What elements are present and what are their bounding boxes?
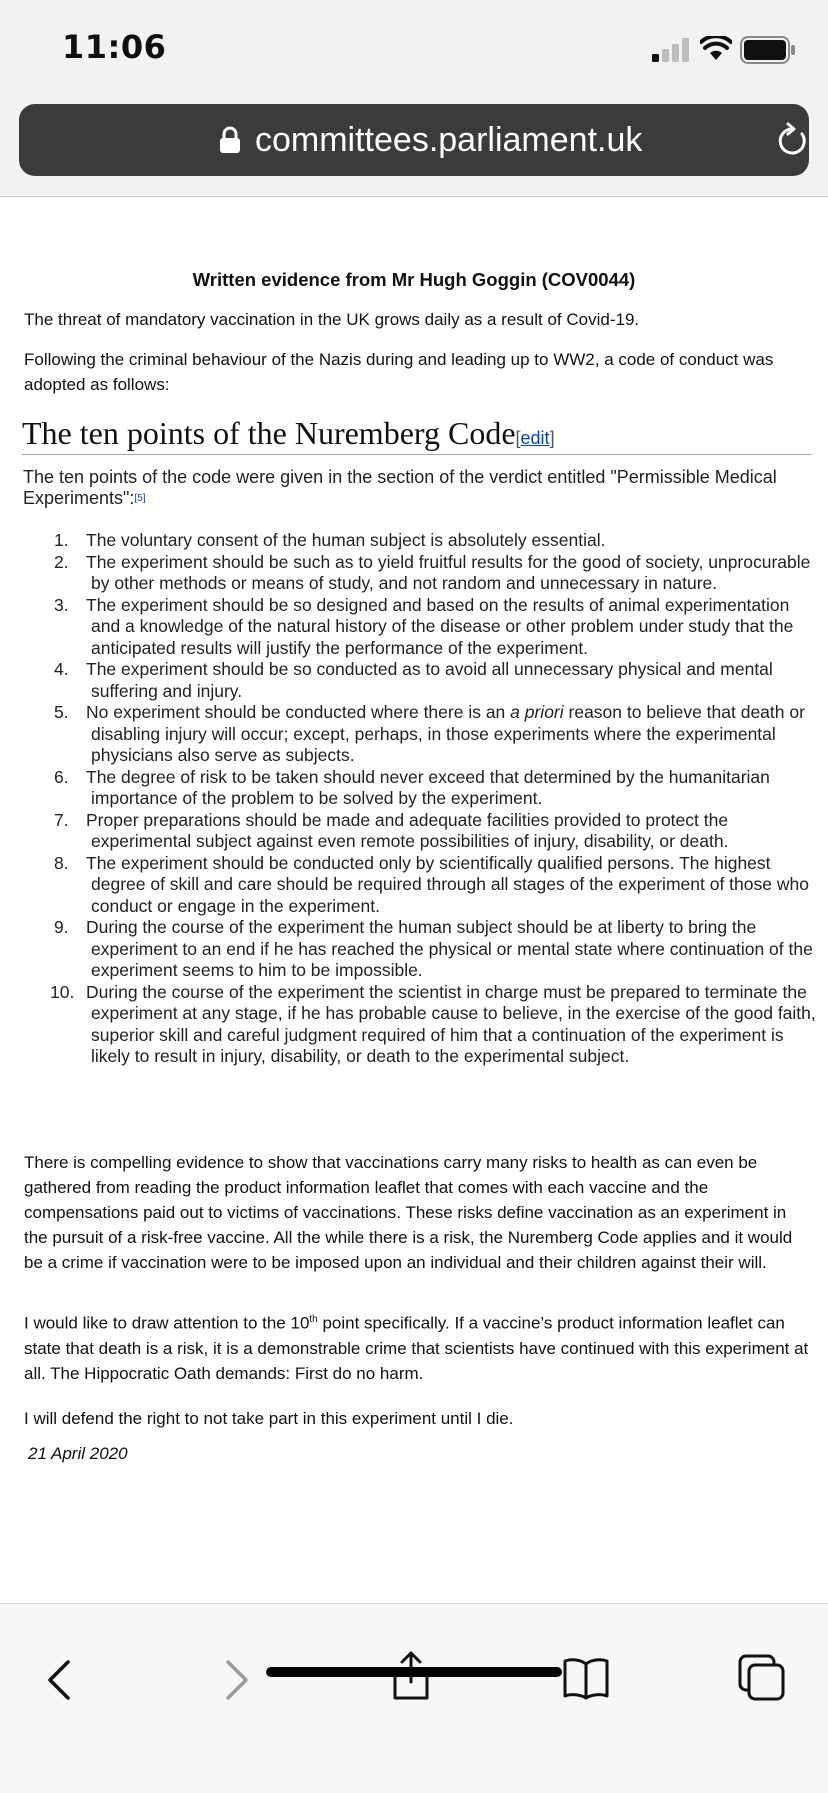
list-item-text: The experiment should be conducted only by scientifically qualified persons. The highest degree of skill and care should be required through all stages of the experiment of those who conduct or engage in the experiment. <box>86 852 809 916</box>
cellular-signal-icon <box>652 38 692 62</box>
list-item-text-part-b: reason to believe that death or disabling injury will occur; except, perhaps, in those experiments where the experimental physicians also serve as subjects. <box>91 702 805 765</box>
list-item-number: 7. <box>54 809 69 830</box>
address-bar[interactable] <box>19 104 809 176</box>
list-item <box>56 853 816 918</box>
list-item-number: 9. <box>54 917 69 937</box>
list-item-text-part-a: No experiment should be conducted where there is an <box>86 702 511 722</box>
list-item-number: 5. <box>54 702 69 722</box>
home-indicator[interactable] <box>266 1667 562 1677</box>
list-item-text: The experiment should be such as to yield fruitful results for the good of society, unprocurable by other methods or means of study, and not random and unnecessary in nature. <box>86 551 811 593</box>
status-time: 11:06 <box>62 28 167 66</box>
list-item-text: Proper preparations should be made and adequate facilities provided to protect the experimental subject against even remote possibilities of injury, disability, or death. <box>86 809 729 851</box>
wiki-intro <box>23 467 813 509</box>
list-item <box>56 659 816 702</box>
reload-icon[interactable] <box>775 122 809 158</box>
wiki-heading-text: The ten points of the Nuremberg Code <box>22 415 516 451</box>
edit-link[interactable]: edit <box>520 428 550 448</box>
chevron-right-icon[interactable] <box>222 1658 252 1702</box>
wifi-icon <box>700 36 732 62</box>
p4-text-b: point specifically. If a vaccine’s product information leaflet can state that death is a risk, it is a demonstrable crime that scientists have continued with this experiment at all. The Hippocratic Oath demands: First do no harm. <box>24 1313 809 1383</box>
list-item-text: The experiment should be so conducted as to avoid all unnecessary physical and mental suffering and injury. <box>86 659 773 701</box>
list-item <box>50 981 816 1068</box>
list-item-text: During the course of the experiment the human subject should be at liberty to bring the experiment to an end if he has reached the physical or mental state where continuation of the experiment seems to him to be impossible. <box>86 917 813 980</box>
list-item <box>56 530 816 552</box>
browser-address-area <box>0 100 828 197</box>
nuremberg-points-list <box>50 530 816 1068</box>
lock-icon <box>219 126 241 154</box>
list-item <box>56 917 816 982</box>
list-item-text: During the course of the experiment the scientist in charge must be prepared to terminate the experiment at any stage, if he has probable cause to believe, in the exercise of the good faith, superior skill and careful judgment required of him that a continuation of the experiment is likely to result in injury, disability, or death to the experimental subject. <box>86 981 816 1066</box>
list-item <box>56 767 816 810</box>
document-date: 21 April 2020 <box>28 1444 128 1463</box>
wiki-intro-text: The ten points of the code were given in the section of the verdict entitled "Permissible Medical Experiments": <box>23 467 777 508</box>
battery-icon <box>740 36 796 64</box>
chevron-left-icon[interactable] <box>44 1658 74 1702</box>
list-item <box>56 595 816 660</box>
wiki-section-heading <box>22 415 812 455</box>
list-item-number: 4. <box>54 659 69 679</box>
browser-toolbar <box>0 1603 828 1793</box>
book-icon[interactable] <box>562 1656 610 1700</box>
list-item-emphasis: a priori <box>510 702 564 722</box>
tabs-icon[interactable] <box>738 1654 786 1702</box>
list-item-number: 6. <box>54 766 69 787</box>
list-item-number: 3. <box>54 594 69 615</box>
list-item <box>56 702 816 767</box>
intro-paragraph-1: The threat of mandatory vaccination in the UK grows daily as a result of Covid-19. <box>24 310 640 329</box>
list-item <box>56 810 816 853</box>
body-paragraph-4 <box>24 1307 809 1386</box>
edit-bracket-open: [ <box>515 428 521 448</box>
list-item-text: The degree of risk to be taken should never exceed that determined by the humanitarian importance of the problem to be solved by the experiment. <box>86 766 770 808</box>
reference-link[interactable]: [5] <box>134 493 146 504</box>
status-bar <box>0 0 828 100</box>
list-item-number: 10. <box>50 981 75 1002</box>
url-text[interactable]: committees.parliament.uk <box>255 121 643 159</box>
document-heading: Written evidence from Mr Hugh Goggin (COV0044) <box>192 269 636 290</box>
list-item-number: 1. <box>54 530 69 550</box>
intro-paragraph-2: Following the criminal behaviour of the Nazis during and leading up to WW2, a code of conduct was adopted as follows: <box>24 350 774 394</box>
list-item-text: The experiment should be so designed and based on the results of animal experimentation and a knowledge of the natural history of the disease or other problem under study that the anticipated results will justify the performance of the experiment. <box>86 594 794 658</box>
p4-superscript: th <box>309 1314 318 1325</box>
list-item <box>56 552 816 595</box>
body-paragraph-5: I will defend the right to not take part in this experiment until I die. <box>24 1409 514 1428</box>
list-item-number: 8. <box>54 852 69 873</box>
p4-text-a: I would like to draw attention to the 10 <box>24 1313 310 1333</box>
body-paragraph-3: There is compelling evidence to show that vaccinations carry many risks to health as can even be gathered from reading the product information leaflet that comes with each vaccine and the compensations paid out to victims of vaccinations. These risks define vaccination as an experiment in the pursuit of a risk-free vaccine. All the while there is a risk, the Nuremberg Code applies and it would be a crime if vaccination were to be imposed upon an individual and their children against their will. <box>24 1153 793 1272</box>
edit-bracket-close: ] <box>549 428 555 448</box>
list-item-text: The voluntary consent of the human subject is absolutely essential. <box>86 530 606 550</box>
document-page <box>0 197 828 1602</box>
list-item-number: 2. <box>54 551 69 572</box>
